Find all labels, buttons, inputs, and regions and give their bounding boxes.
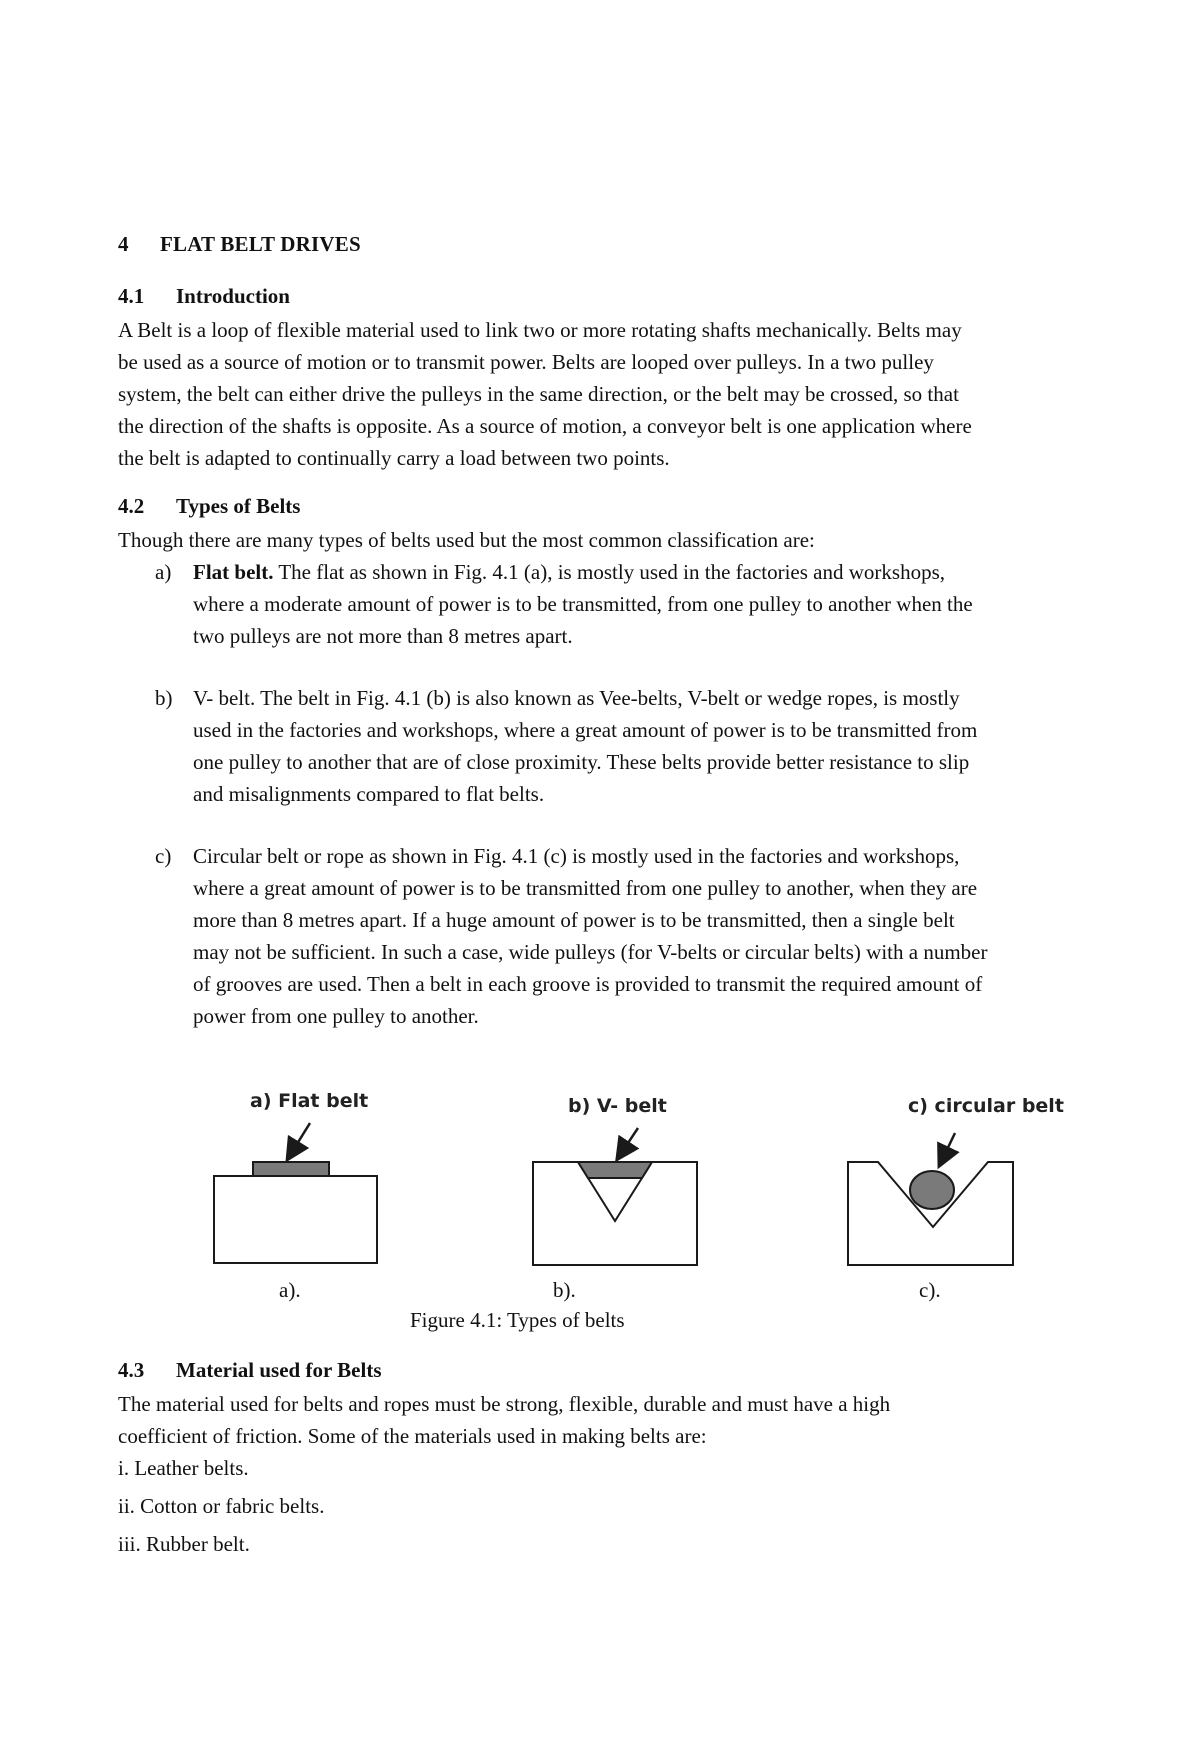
text-line: where a great amount of power is to be transmitted from one pulley to another, when they are (193, 876, 978, 900)
figure-label-v-belt: b) V- belt (568, 1095, 667, 1117)
text-line: the belt is adapted to continually carry a load between two points. (118, 446, 670, 470)
pulley-shape (214, 1176, 377, 1263)
arrow-icon (622, 1128, 638, 1152)
circular-belt-diagram (848, 1133, 1013, 1265)
section-title: Introduction (176, 284, 290, 308)
text-line: The flat as shown in Fig. 4.1 (a), is mostly used in the factories and workshops, (273, 560, 946, 584)
arrow-icon (292, 1123, 310, 1152)
material-item: i. Leather belts. (118, 1456, 249, 1480)
text-line: be used as a source of motion or to transmit power. Belts are looped over pulleys. In a two pulley (118, 350, 934, 374)
text-line: may not be sufficient. In such a case, wide pulleys (for V-belts or circular belts) with a number (193, 940, 988, 964)
subfigure-label-c: c). (919, 1278, 941, 1302)
list-label: b) (155, 686, 173, 710)
types-intro: Though there are many types of belts used but the most common classification are: (118, 528, 815, 552)
section-number: 4.1 (118, 284, 145, 308)
text-line: more than 8 metres apart. If a huge amount of power is to be transmitted, then a single belt (193, 908, 955, 932)
figure-label-circular-belt: c) circular belt (908, 1095, 1064, 1117)
material-item: iii. Rubber belt. (118, 1532, 250, 1556)
text-line: the direction of the shafts is opposite. As a source of motion, a conveyor belt is one application where (118, 414, 972, 438)
section-title: Types of Belts (176, 494, 301, 518)
text-line: two pulleys are not more than 8 metres apart. (193, 624, 573, 648)
list-label: a) (155, 560, 172, 584)
figure-label-flat-belt: a) Flat belt (250, 1090, 369, 1112)
text-line: and misalignments compared to flat belts. (193, 782, 545, 806)
section-heading-4-3 (118, 1358, 382, 1383)
text-line: V- belt. The belt in Fig. 4.1 (b) is also known as Vee-belts, V-belt or wedge ropes, is mostly (193, 686, 960, 710)
section-number: 4.2 (118, 494, 145, 518)
v-belt-shape (578, 1162, 652, 1178)
text-line: system, the belt can either drive the pulleys in the same direction, or the belt may be crossed, so that (118, 382, 959, 406)
subfigure-label-a: a). (279, 1278, 301, 1302)
material-item: ii. Cotton or fabric belts. (118, 1494, 325, 1518)
circular-belt-shape (910, 1171, 954, 1209)
text-line: used in the factories and workshops, where a great amount of power is to be transmitted from (193, 718, 978, 742)
chapter-title: FLAT BELT DRIVES (160, 232, 361, 256)
materials-paragraph (118, 1388, 1108, 1452)
term-bold: Flat belt. (193, 560, 274, 584)
arrow-icon (943, 1133, 955, 1158)
text-line: where a moderate amount of power is to be transmitted, from one pulley to another when the (193, 592, 973, 616)
text-line: coefficient of friction. Some of the materials used in making belts are: (118, 1424, 707, 1448)
figure-caption: Figure 4.1: Types of belts (410, 1308, 625, 1332)
text-line: power from one pulley to another. (193, 1004, 479, 1028)
text-line: The material used for belts and ropes must be strong, flexible, durable and must have a high (118, 1392, 891, 1416)
section-title: Material used for Belts (176, 1358, 382, 1382)
list-label: c) (155, 844, 172, 868)
text-line: Circular belt or rope as shown in Fig. 4.1 (c) is mostly used in the factories and workshops, (193, 844, 960, 868)
v-belt-diagram (533, 1128, 697, 1265)
flat-belt-diagram (214, 1123, 377, 1263)
subfigure-label-b: b). (553, 1278, 576, 1302)
text-line: one pulley to another that are of close proximity. These belts provide better resistance to slip (193, 750, 970, 774)
flat-belt-shape (253, 1162, 329, 1176)
chapter-number: 4 (118, 232, 129, 256)
section-number: 4.3 (118, 1358, 145, 1382)
text-line: A Belt is a loop of flexible material used to link two or more rotating shafts mechanically. Belts may (118, 318, 962, 342)
text-line: of grooves are used. Then a belt in each groove is provided to transmit the required amount of (193, 972, 983, 996)
